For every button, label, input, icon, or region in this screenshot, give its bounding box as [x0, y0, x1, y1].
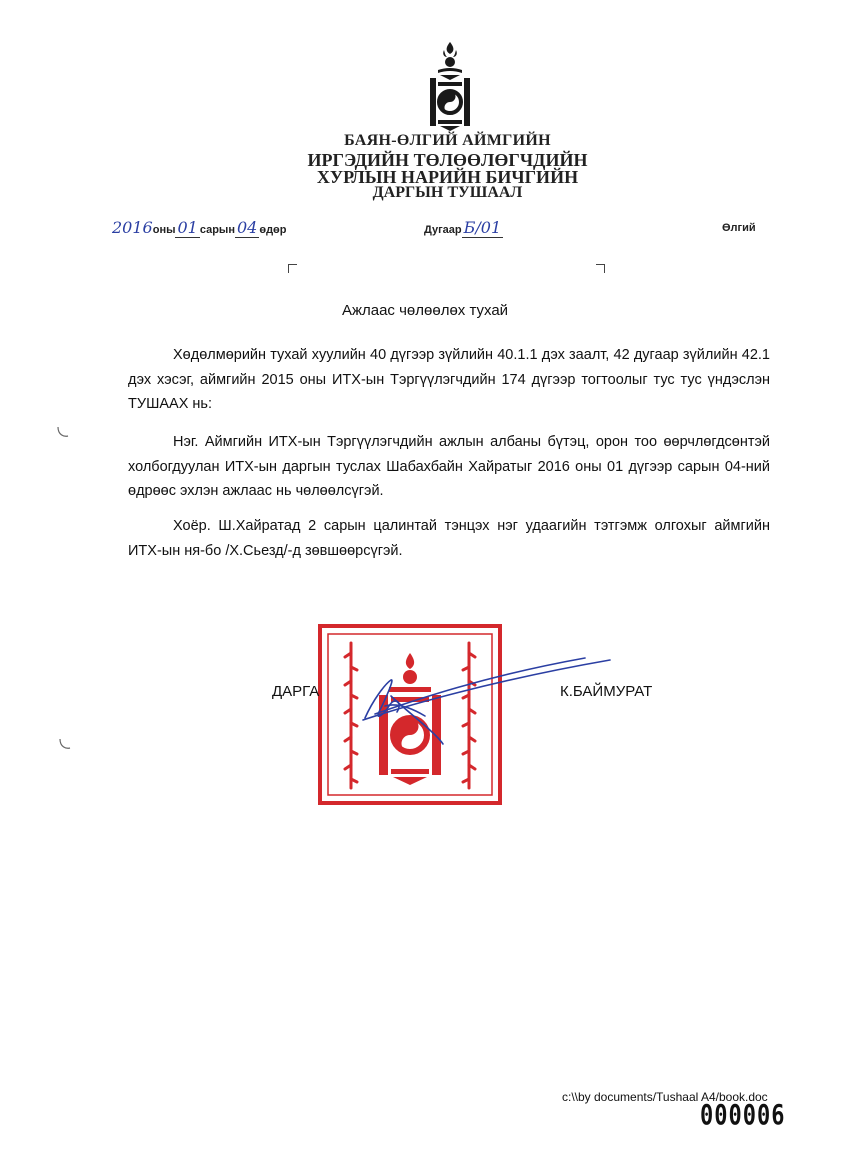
signer-name: К.БАЙМУРАТ — [560, 683, 653, 700]
header-line-1: БАЯН-ӨЛГИЙ АЙМГИЙН — [344, 132, 551, 149]
header-line-3: ХУРЛЫН НАРИЙН БИЧГИЙН — [316, 167, 579, 187]
binder-punch-mark — [58, 737, 72, 751]
document-title: Ажлаас чөлөөлөх тухай — [341, 302, 509, 319]
title-corner-left — [288, 264, 297, 273]
date-year: 2016 — [112, 218, 153, 237]
paragraph-basis: Хөдөлмөрийн тухай хуулийн 40 дүгээр зүйлийн 40.1.1 дэх заалт, 42 дугаар зүйлийн 42.1 дэх хэсэг, аймгийн 2015 оны ИТХ-ын Тэргүүлэгчдийн 174 дүгээр тогтоолыг тус тус үндэслэн ТУШААХ нь: — [128, 347, 770, 412]
date-year-suffix: оны — [152, 224, 176, 236]
order-number — [424, 218, 503, 238]
date-day: 04 — [236, 218, 258, 237]
paragraph-two: Хоёр. Ш.Хайратад 2 сарын цалинтай тэнцэх нэг удаагийн тэтгэмж олгохыг аймгийн ИТХ-ын ня-бо /Х.Сьезд/-д зөвшөөрсүгэй. — [128, 518, 770, 559]
page-serial-number: 000006 — [700, 1100, 786, 1132]
date-day-suffix: өдөр — [259, 224, 287, 236]
date-month-suffix: сарын — [199, 224, 235, 236]
soyombo-emblem-icon — [418, 40, 482, 132]
order-number-label: Дугаар — [424, 224, 462, 236]
order-number-value: Б/01 — [463, 218, 502, 237]
date-month: 01 — [177, 218, 198, 237]
signer-title: ДАРГА — [272, 683, 320, 700]
file-path-note: c:\\by documents/Tushaal A4/book.doc — [562, 1090, 768, 1104]
city: Өлгий — [722, 222, 756, 234]
header-line-4: ДАРГЫН ТУШААЛ — [372, 184, 523, 201]
binder-punch-mark — [56, 425, 70, 439]
date-line — [112, 218, 286, 240]
paragraph-one: Нэг. Аймгийн ИТХ-ын Тэргүүлэгчдийн ажлын албаны бүтэц, орон тоо өөрчлөгдсөнтэй холбогдуулан ИТХ-ын даргын туслах Шабахбайн Хайратыг 2016 оны 01 дүгээр сарын 04-ний өдрөөс эхлэн ажлаас нь чөлөөлсүгэй. — [128, 434, 770, 499]
title-corner-right — [596, 264, 605, 273]
header-line-2: ИРГЭДИЙН ТӨЛӨӨЛӨГЧДИЙН — [307, 150, 588, 170]
